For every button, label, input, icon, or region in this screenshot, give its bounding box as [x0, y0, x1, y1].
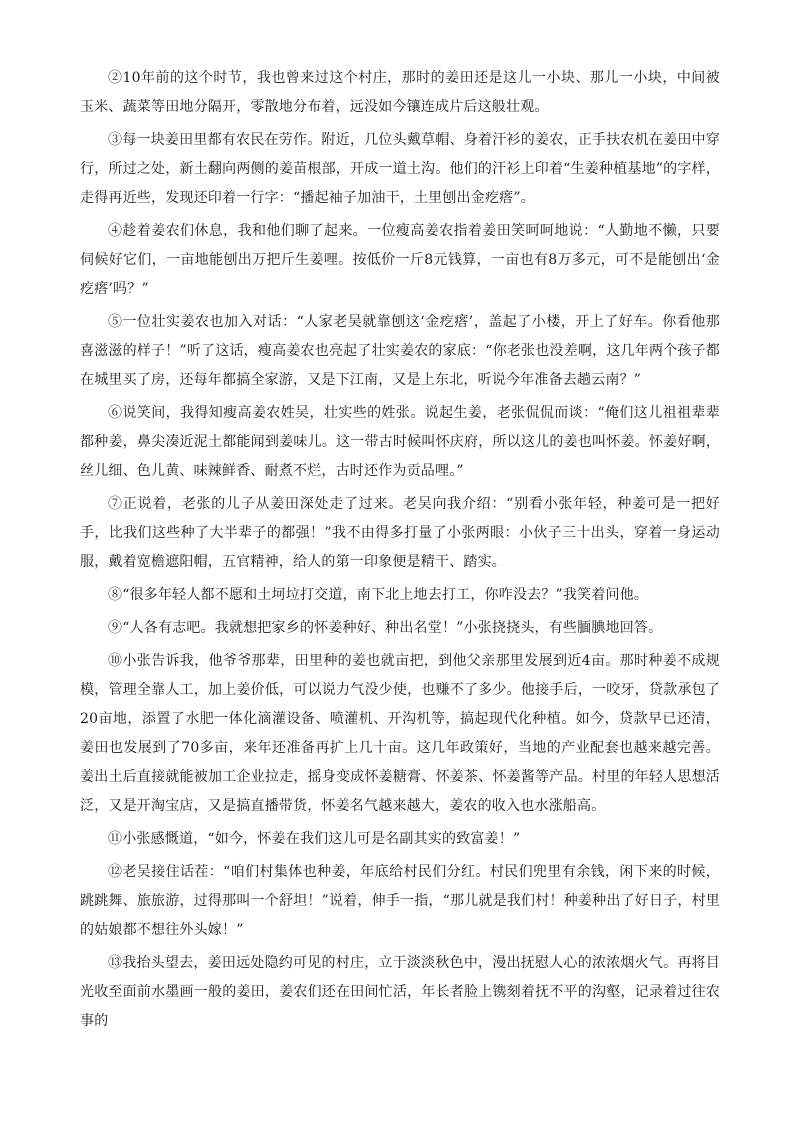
paragraph-7: ⑦正说着，老张的儿子从姜田深处走了过来。老吴向我介绍：“别看小张年轻，种姜可是一把好手，比我们这些种了大半辈子的都强！”我不由得多打量了小张两眼：小伙子三十出头，穿着一身运动服，戴着宽檐遮阳帽，五官精神，给人的第一印象便是精干、踏实。 — [80, 496, 720, 570]
paragraph-11: ⑪小张感慨道，“如今，怀姜在我们这儿可是名副其实的致富姜！” — [108, 831, 521, 847]
article-body — [80, 64, 720, 1040]
paragraph-4: ④趁着姜农们休息，我和他们聊了起来。一位瘦高姜农指着姜田笑呵呵地说：“人勤地不懒，只要伺候好它们，一亩地能刨出万把斤生姜哩。按低价一斤8元钱算，一亩也有8万多元，可不是能刨出‘金疙瘩’吗？” — [80, 223, 720, 297]
paragraph-5: ⑤一位壮实姜农也加入对话：“人家老吴就靠刨这‘金疙瘩’，盖起了小楼，开上了好车。你看他那喜滋滋的样子！”听了这话，瘦高姜农也亮起了壮实姜农的家底：“你老张也没差啊，这几年两个孩子都在城里买了房，还每年都搞全家游，又是下江南，又是上东北，听说今年准备去趟云南？” — [80, 314, 720, 388]
paragraph-3: ③每一块姜田里都有农民在劳作。附近，几位头戴草帽、身着汗衫的姜农，正手扶农机在姜田中穿行，所过之处，新土翻向两侧的姜苗根部，开成一道土沟。他们的汗衫上印着“生姜种植基地”的字样，走得再近些，发现还印着一行字：“播起袖子加油干，土里刨出金疙瘩”。 — [80, 132, 720, 206]
paragraph-8: ⑧“很多年轻人都不愿和土坷垃打交道，南下北上地去打工，你咋没去？”我笑着问他。 — [108, 587, 649, 603]
paragraph-9: ⑨“人各有志吧。我就想把家乡的怀姜种好、种出名堂！”小张挠挠头，有些腼腆地回答。 — [108, 620, 663, 636]
paragraph-6: ⑥说笑间，我得知瘦高姜农姓吴，壮实些的姓张。说起生姜，老张侃侃而谈：“俺们这儿祖祖辈辈都种姜，鼻尖凑近泥土都能闻到姜味儿。这一带古时候叫怀庆府，所以这儿的姜也叫怀姜。怀姜好啊，丝儿细、色儿黄、味辣鲜香、耐煮不烂，古时还作为贡品哩。” — [80, 405, 720, 479]
paragraph-12: ⑫老吴接住话茬：“咱们村集体也种姜，年底给村民们分红。村民们兜里有余钱，闲下来的时候，跳跳舞、旅旅游，过得那叫一个舒坦！”说着，伸手一指，“那儿就是我们村！种姜种出了好日子，村里的姑娘都不想往外头嫁！” — [80, 864, 720, 938]
paragraph-10: ⑩小张告诉我，他爷爷那辈，田里种的姜也就亩把，到他父亲那里发展到近4亩。那时种姜不成规模，管理全靠人工，加上姜价低，可以说力气没少使，也赚不了多少。他接手后，一咬牙，贷款承包了20亩地，添置了水肥一体化滴灌设备、喷灌机、开沟机等，搞起现代化种植。如今，贷款早已还清，姜田也发展到了70多亩，来年还准备再扩上几十亩。这几年政策好，当地的产业配套也越来越完善。姜出土后直接就能被加工企业拉走，摇身变成怀姜糖膏、怀姜茶、怀姜酱等产品。村里的年轻人思想活泛，又是开淘宝店，又是搞直播带货，怀姜名气越来越大，姜农的收入也水涨船高。 — [80, 653, 720, 814]
paragraph-13: ⑬我抬头望去，姜田远处隐约可见的村庄，立于淡淡秋色中，漫出抚慰人心的浓浓烟火气。再将目光收至面前水墨画一般的姜田，姜农们还在田间忙活，年长者脸上镌刻着抚不平的沟壑，记录着过往农事的 — [80, 955, 720, 1029]
paragraph-2: ②10年前的这个时节，我也曾来过这个村庄，那时的姜田还是这儿一小块、那儿一小块，中间被玉米、蔬菜等田地分隔开，零散地分布着，远没如今镶连成片后这般壮观。 — [80, 70, 720, 115]
